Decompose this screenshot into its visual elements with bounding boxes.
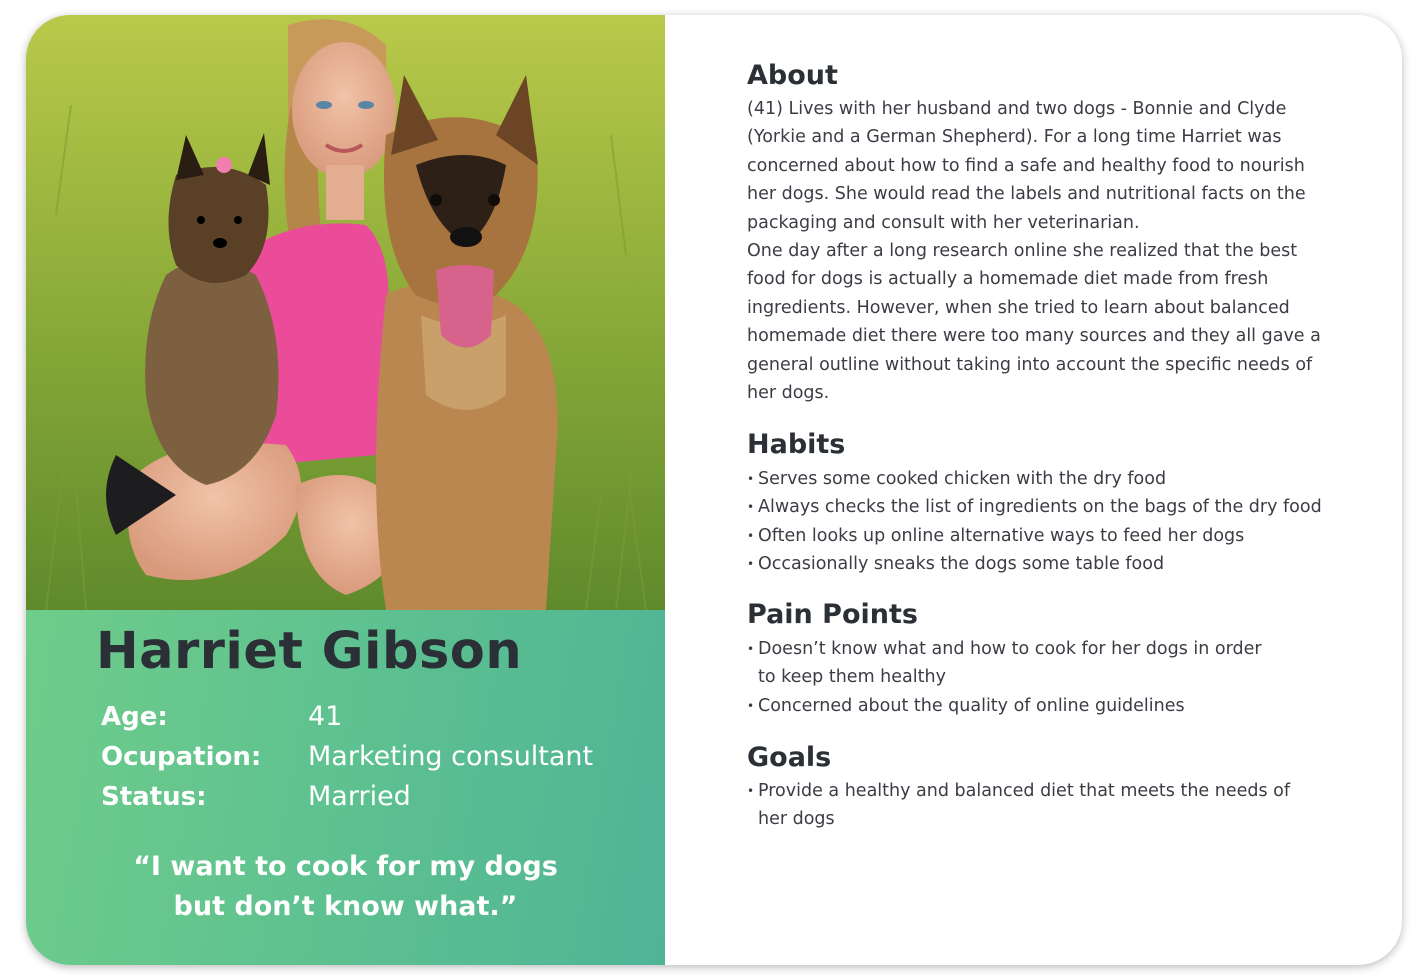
persona-name: Harriet Gibson [96, 622, 523, 681]
persona-left-panel [26, 15, 665, 965]
list-item: • Always checks the list of ingredients on the bags of the dry food [747, 493, 1337, 521]
pain-points-heading: Pain Points [747, 599, 918, 630]
habits-heading: Habits [747, 429, 846, 460]
age-label: Age: [101, 702, 168, 732]
list-item: • Doesn’t know what and how to cook for her dogs in order to keep them healthy [747, 635, 1282, 692]
list-item: • Often looks up online alternative ways to feed her dogs [747, 522, 1337, 550]
list-item: • Provide a healthy and balanced diet that meets the needs of her dogs [747, 777, 1307, 834]
about-paragraph-2: One day after a long research online she realized that the best food for dogs is actually a homemade diet made from fresh ingredients. However, when she tried to learn about balanced homemade diet there were too many sources and they all gave a general outline without taking into account the specific needs of her dogs. [747, 241, 1321, 404]
persona-card [26, 15, 1402, 965]
status-value: Married [308, 781, 411, 812]
quote-line-2: but don’t know what.” [173, 891, 518, 922]
persona-details-panel [747, 15, 1367, 965]
about-heading: About [747, 60, 838, 91]
woman-with-two-dogs-photo-icon [26, 15, 665, 610]
list-item: • Concerned about the quality of online guidelines [747, 692, 1282, 720]
pain-points-list [747, 635, 1282, 720]
goals-list [747, 777, 1307, 834]
status-label: Status: [101, 782, 207, 812]
occupation-value: Marketing consultant [308, 741, 594, 772]
persona-quote [26, 847, 665, 927]
persona-photo [26, 15, 665, 610]
list-item: • Serves some cooked chicken with the dry food [747, 465, 1337, 493]
occupation-label: Ocupation: [101, 742, 262, 772]
persona-info-panel [26, 610, 665, 965]
habits-list [747, 465, 1337, 579]
quote-line-1: “I want to cook for my dogs [133, 851, 558, 882]
list-item: • Occasionally sneaks the dogs some table food [747, 550, 1337, 578]
about-paragraph-1: (41) Lives with her husband and two dogs - Bonnie and Clyde (Yorkie and a German Shepherd). For a long time Harriet was concerned about how to find a safe and healthy food to nourish her dogs. She would read the labels and nutritional facts on the packaging and consult with her veterinarian. [747, 99, 1306, 233]
about-text [747, 95, 1337, 407]
age-value: 41 [308, 701, 343, 732]
goals-heading: Goals [747, 742, 832, 773]
